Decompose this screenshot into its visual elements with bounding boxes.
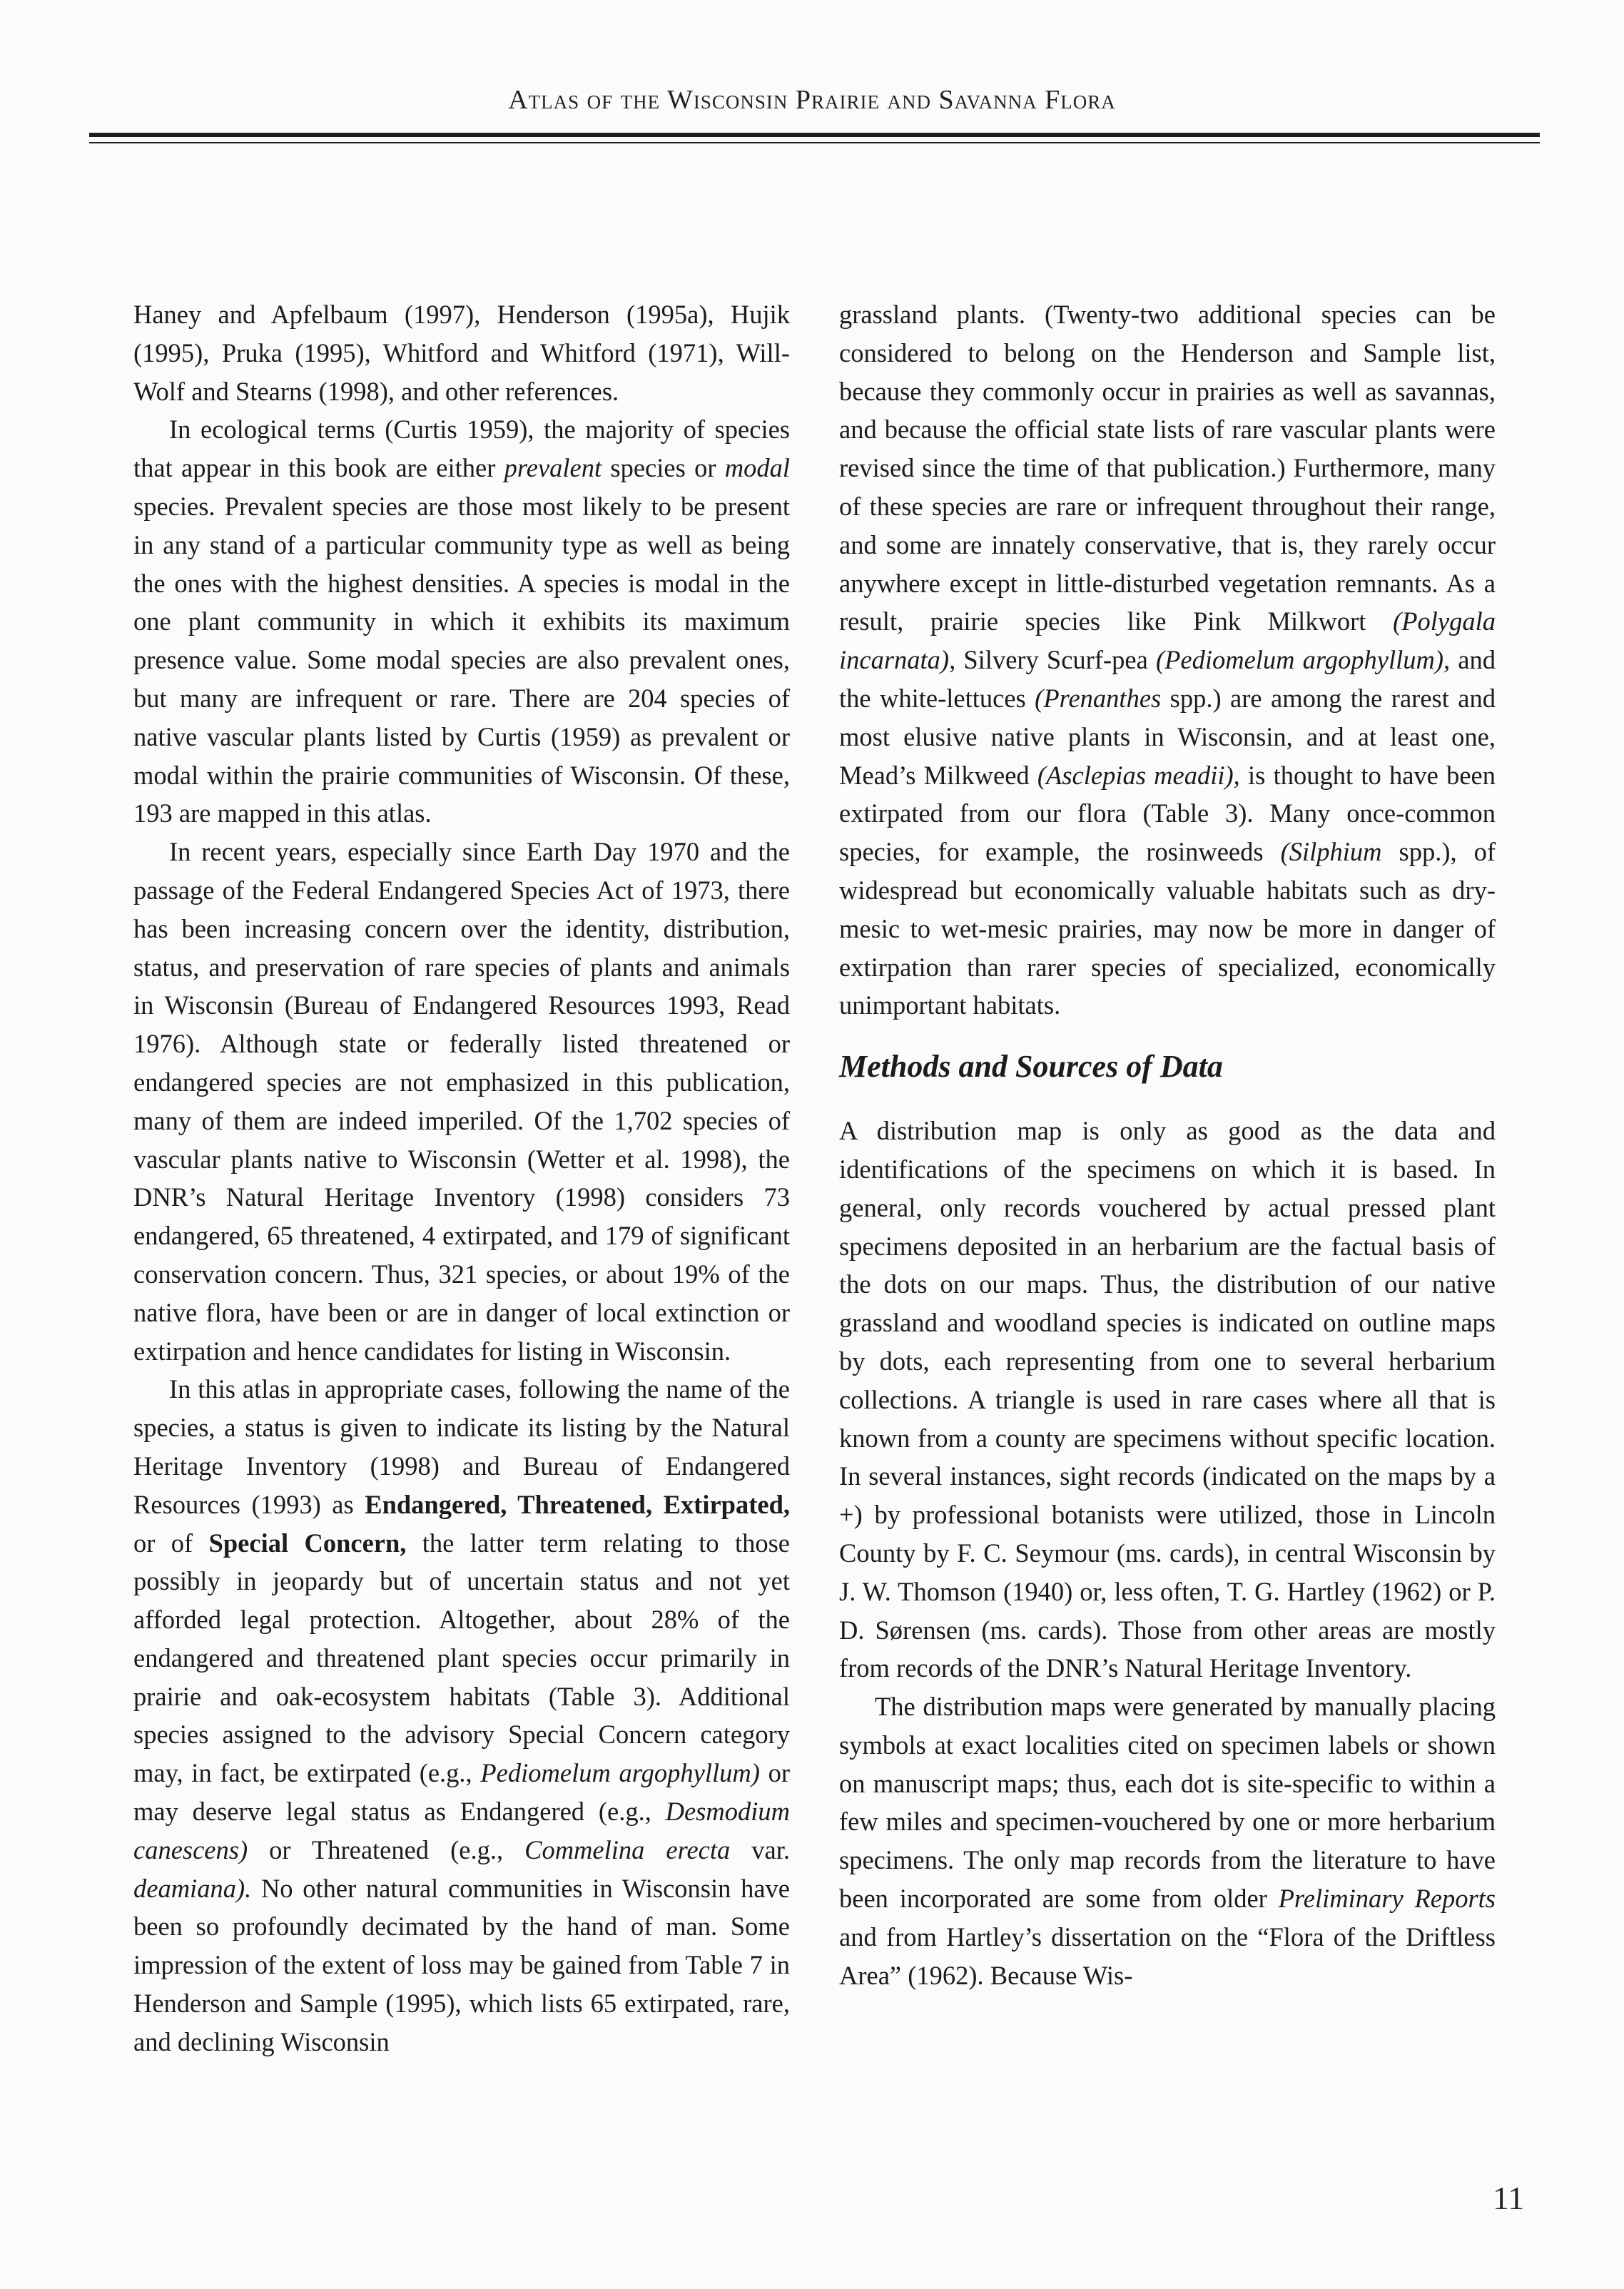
right-column — [839, 295, 1496, 1994]
species-name: (Pediomelum argophyllum), — [1155, 645, 1451, 675]
paragraph: In this atlas in appropriate cases, following the name of the species, a status is given to indicate its listing by the Natural Heritage Inventory (1998) and Bureau of Endangered Resources (1993) as Endangered, Threatened, Extirpated, or of Special Concern, the latter term relating to those possibly in jeopardy but of uncertain status and not yet afforded legal protection. Altogether, about 28% of the endangered and threatened plant species occur primarily in prairie and oak-ecosystem habitats (Table 3). Additional species assigned to the advisory Special Concern category may, in fact, be extirpated (e.g., Pediomelum argophyllum) or may deserve legal status as Endangered (e.g., Desmodium canescens) or Threatened (e.g., Commelina erecta var. deamiana). No other natural communities in Wisconsin have been so profoundly decimated by the hand of man. Some impression of the extent of loss may be gained from Table 7 in Henderson and Sample (1995), which lists 65 extirpated, rare, and declining Wisconsin — [133, 1374, 791, 2056]
header-rule-thick — [89, 133, 1540, 137]
status-special-concern: Special Concern, — [208, 1528, 407, 1558]
species-name: Pediomelum argophyllum) — [480, 1758, 760, 1788]
running-header: Atlas of the Wisconsin Prairie and Savanna Flora — [508, 85, 1116, 115]
species-variety: deamiana). — [133, 1873, 252, 1903]
paragraph: In recent years, especially since Earth Day 1970 and the passage of the Federal Endangered Species Act of 1973, there has been increasing concern over the identity, distribution, status, and preservation of rare species of plants and animals in Wisconsin (Bureau of Endangered Resources 1993, Read 1976). Although state or federally listed threatened or endangered species are not emphasized in this publication, many of them are indeed imperiled. Of the 1,702 species of vascular plants native to Wisconsin (Wetter et al. 1998), the DNR’s Natural Heritage Inventory (1998) considers 73 endangered, 65 threatened, 4 extirpated, and 179 of significant conservation concern. Thus, 321 species, or about 19% of the native flora, have been or are in danger of local extinction or extirpation and hence candidates for listing in Wisconsin. — [133, 837, 790, 1366]
paragraph: The distribution maps were generated by manually placing symbols at exact localities cited on specimen labels or shown on manuscript maps; thus, each dot is site-specific to within a few miles and specimen-vouchered by one or more herbarium specimens. The only map records from the literature to have been incorporated are some from older Preliminary Reports and from Hartley’s dissertation on the “Flora of the Driftless Area” (1962). Because Wis- — [839, 1692, 1496, 1990]
paragraph: grassland plants. (Twenty-two additional species can be considered to belong on the Henderson and Sample list, because they commonly occur in prairies as well as savannas, and because the official state lists of rare vascular plants were revised since the time of that publication.) Furthermore, many of these species are rare or infrequent throughout their range, and some are innately conservative, that is, they rarely occur anywhere except in little-disturbed vegetation remnants. As a result, prairie species like Pink Milkwort (Polygala incarnata), Silvery Scurf-pea (Pediomelum argophyllum), and the white-lettuces (Prenanthes spp.) are among the rarest and most elusive native plants in Wisconsin, and at least one, Mead’s Milkweed (Asclepias meadii), is thought to have been extirpated from our flora (Table 3). Many once-common species, for example, the rosinweeds (Silphium spp.), of widespread but economically valuable habitats such as dry-mesic to wet-mesic prairies, may now be more in danger of extirpation than rarer species of specialized, economically unimportant habitats. — [839, 300, 1496, 1020]
term-prevalent: prevalent — [504, 453, 602, 483]
paragraph: Haney and Apfelbaum (1997), Henderson (1995a), Hujik (1995), Pruka (1995), Whitford and Whitford (1971), Will-Wolf and Stearns (1998), and other references. — [133, 300, 790, 406]
species-name: (Silphium — [1280, 837, 1382, 867]
paragraph: In ecological terms (Curtis 1959), the majority of species that appear in this book are either prevalent species or modal species. Prevalent species are those most likely to be present in any stand of a particular community type as well as being the ones with the highest densities. A species is modal in the one plant community in which it exhibits its maximum presence value. Some modal species are also prevalent ones, but many are infrequent or rare. There are 204 species of native vascular plants listed by Curtis (1959) as prevalent or modal within the prairie communities of Wisconsin. Of these, 193 are mapped in this atlas. — [133, 415, 790, 828]
header-rule-thin — [89, 142, 1540, 143]
page-number: 11 — [1493, 2180, 1525, 2216]
species-name: (Polygala incarnata), — [839, 606, 1496, 675]
term-modal: modal — [724, 453, 790, 483]
species-name: Commelina erecta — [524, 1834, 731, 1864]
status-terms: Endangered, Threatened, Extirpated, — [365, 1489, 790, 1519]
species-name: Desmodium canescens) — [133, 1797, 790, 1864]
paragraph: A distribution map is only as good as the data and identifications of the specimens on which it is based. In general, only records vouchered by actual pressed plant specimens deposited in an herbarium are the factual basis of the dots on our maps. Thus, the distribution of our native grassland and woodland species is indicated on outline maps by dots, each representing from one to several herbarium collections. A triangle is used in rare cases where all that is known from a county are specimens without specific location. In several instances, sight records (indicated on the maps by a +) by professional botanists were utilized, those in Lincoln County by F. C. Seymour (ms. cards), in central Wisconsin by J. W. Thomson (1940) or, less often, T. G. Hartley (1962) or P. D. Sørensen (ms. cards). Those from other areas are mostly from records of the DNR’s Natural Heritage Inventory. — [839, 1116, 1496, 1683]
section-heading: Methods and Sources of Data — [839, 1049, 1223, 1085]
species-name: (Asclepias meadii), — [1037, 760, 1240, 790]
species-name: (Prenanthes — [1035, 683, 1162, 713]
left-column — [133, 295, 790, 2061]
publication-title: Preliminary Reports — [1278, 1884, 1496, 1914]
